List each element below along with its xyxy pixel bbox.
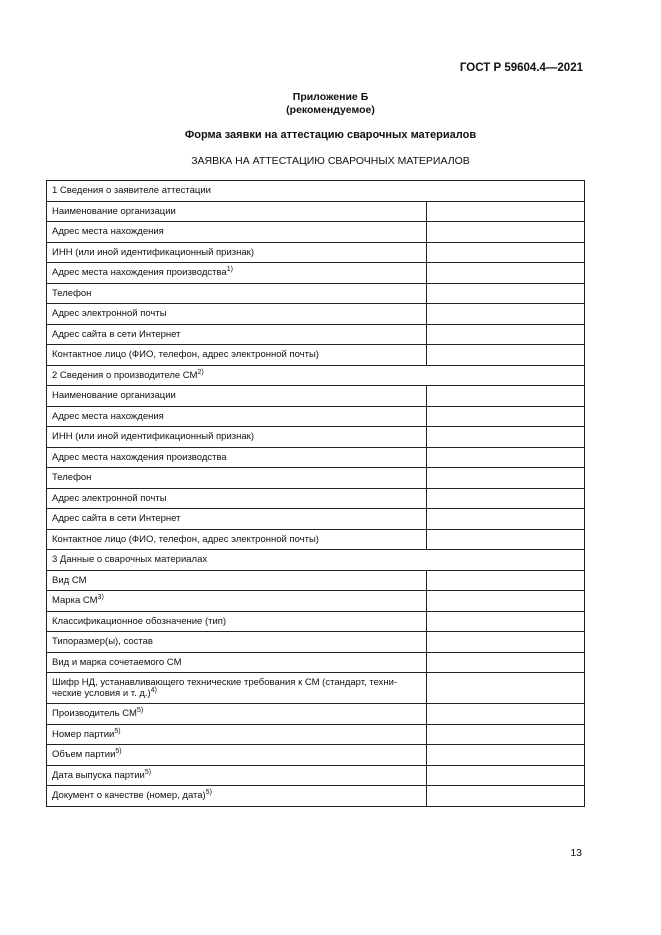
field-label: Адрес электронной почты xyxy=(52,308,167,320)
field-value-cell[interactable] xyxy=(427,724,585,745)
form-row xyxy=(47,704,585,725)
field-label: Адрес сайта в сети Интернет xyxy=(52,513,181,525)
footnote-ref: 5) xyxy=(114,727,121,735)
field-label: Телефон xyxy=(52,287,92,299)
field-value-cell[interactable] xyxy=(427,345,585,366)
section-heading: 3 Данные о сварочных материалах xyxy=(52,554,208,566)
field-label-cell xyxy=(47,765,427,786)
field-value-cell[interactable] xyxy=(427,673,585,704)
form-row xyxy=(47,283,585,304)
field-label: Наименование организации xyxy=(52,205,176,217)
field-value-cell[interactable] xyxy=(427,704,585,725)
field-label-cell xyxy=(47,263,427,284)
field-label: Дата выпуска партии xyxy=(52,769,145,781)
form-row xyxy=(47,745,585,766)
form-row xyxy=(47,201,585,222)
form-row xyxy=(47,304,585,325)
field-label: Контактное лицо (ФИО, телефон, адрес электронной почты) xyxy=(52,533,319,545)
footnote-ref: 4) xyxy=(150,687,157,694)
footnote-ref: 2) xyxy=(197,368,204,376)
field-label-cell xyxy=(47,529,427,550)
field-label-cell xyxy=(47,324,427,345)
form-row xyxy=(47,765,585,786)
field-label: Адрес сайта в сети Интернет xyxy=(52,328,181,340)
field-label: Документ о качестве (номер, дата) xyxy=(52,790,206,802)
field-label-cell xyxy=(47,222,427,243)
field-label-cell xyxy=(47,406,427,427)
field-label: Адрес места нахождения xyxy=(52,410,164,422)
field-label-cell xyxy=(47,786,427,807)
field-value-cell[interactable] xyxy=(427,283,585,304)
field-label: Наименование организации xyxy=(52,390,176,402)
field-value-cell[interactable] xyxy=(427,786,585,807)
application-form-table xyxy=(46,180,585,807)
field-value-cell[interactable] xyxy=(427,263,585,284)
field-label: Телефон xyxy=(52,472,92,484)
page-number: 13 xyxy=(570,847,582,859)
form-row xyxy=(47,591,585,612)
field-value-cell[interactable] xyxy=(427,447,585,468)
field-value-cell[interactable] xyxy=(427,765,585,786)
field-value-cell[interactable] xyxy=(427,468,585,489)
form-row xyxy=(47,427,585,448)
field-label-cell xyxy=(47,447,427,468)
form-row xyxy=(47,652,585,673)
field-label-cell xyxy=(47,632,427,653)
form-row xyxy=(47,488,585,509)
field-label-cell xyxy=(47,488,427,509)
field-value-cell[interactable] xyxy=(427,611,585,632)
field-value-cell[interactable] xyxy=(427,222,585,243)
section-heading-row xyxy=(47,365,585,386)
field-value-cell[interactable] xyxy=(427,570,585,591)
form-row xyxy=(47,786,585,807)
field-label: Марка СМ xyxy=(52,595,98,607)
field-value-cell[interactable] xyxy=(427,201,585,222)
field-label-cell xyxy=(47,745,427,766)
field-label: Адрес электронной почты xyxy=(52,492,167,504)
field-label: Контактное лицо (ФИО, телефон, адрес электронной почты) xyxy=(52,349,319,361)
field-label: Классификационное обозначение (тип) xyxy=(52,615,227,627)
footnote-ref: 5) xyxy=(115,748,122,756)
field-value-cell[interactable] xyxy=(427,509,585,530)
footnote-ref: 1) xyxy=(226,266,233,274)
section-heading-cell xyxy=(47,181,585,202)
field-value-cell[interactable] xyxy=(427,591,585,612)
appendix-title: Приложение Б xyxy=(292,91,369,103)
field-label-cell xyxy=(47,591,427,612)
field-label-cell xyxy=(47,242,427,263)
field-label: Вид и марка сочетаемого СМ xyxy=(52,656,182,668)
section-heading-row xyxy=(47,181,585,202)
field-label: ИНН (или иной идентификационный признак) xyxy=(52,431,254,443)
field-value-cell[interactable] xyxy=(427,242,585,263)
field-label: Адрес места нахождения xyxy=(52,226,164,238)
field-value-cell[interactable] xyxy=(427,386,585,407)
footnote-ref: 3) xyxy=(97,594,104,602)
field-value-cell[interactable] xyxy=(427,304,585,325)
field-label: Производитель СМ xyxy=(52,708,137,720)
form-row xyxy=(47,222,585,243)
field-label-cell xyxy=(47,427,427,448)
field-value-cell[interactable] xyxy=(427,488,585,509)
form-row xyxy=(47,242,585,263)
field-value-cell[interactable] xyxy=(427,652,585,673)
field-label-cell xyxy=(47,673,427,704)
section-heading: 1 Сведения о заявителе аттестации xyxy=(52,185,211,197)
field-label: Номер партии xyxy=(52,728,115,740)
field-label-cell xyxy=(47,201,427,222)
field-value-cell[interactable] xyxy=(427,406,585,427)
field-value-cell[interactable] xyxy=(427,529,585,550)
section-heading-cell xyxy=(47,550,585,571)
section-heading-row xyxy=(47,550,585,571)
field-label-cell xyxy=(47,386,427,407)
footnote-ref: 5) xyxy=(205,789,212,797)
form-row xyxy=(47,406,585,427)
form-row xyxy=(47,447,585,468)
form-row xyxy=(47,570,585,591)
appendix-heading xyxy=(0,91,661,117)
appendix-status: (рекомендуемое) xyxy=(286,104,375,116)
form-row xyxy=(47,263,585,284)
field-label: Вид СМ xyxy=(52,574,87,586)
form-row xyxy=(47,724,585,745)
form-row xyxy=(47,611,585,632)
field-label-cell xyxy=(47,724,427,745)
field-label-cell xyxy=(47,570,427,591)
field-label-cell xyxy=(47,468,427,489)
field-label: Объем партии xyxy=(52,749,116,761)
field-label-cell xyxy=(47,509,427,530)
section-heading: 2 Сведения о производителе СМ xyxy=(52,369,198,381)
field-value-cell[interactable] xyxy=(427,324,585,345)
field-label: Шифр НД, устанавливающего технические требования к СМ (стандарт, техни- ческие условия и т. д.) xyxy=(52,677,398,699)
form-row xyxy=(47,509,585,530)
field-label: ИНН (или иной идентификационный признак) xyxy=(52,246,254,258)
form-row xyxy=(47,324,585,345)
section-heading-cell xyxy=(47,365,585,386)
form-row xyxy=(47,386,585,407)
form-row xyxy=(47,468,585,489)
field-label: Типоразмер(ы), состав xyxy=(52,636,153,648)
footnote-ref: 5) xyxy=(136,707,144,715)
form-row xyxy=(47,529,585,550)
form-title: Форма заявки на аттестацию сварочных материалов xyxy=(184,129,477,141)
field-label: Адрес места нахождения производства xyxy=(52,267,227,279)
form-row xyxy=(47,345,585,366)
field-label-cell xyxy=(47,652,427,673)
field-label-cell xyxy=(47,283,427,304)
field-label-cell xyxy=(47,704,427,725)
application-title: ЗАЯВКА НА АТТЕСТАЦИЮ СВАРОЧНЫХ МАТЕРИАЛОВ xyxy=(191,155,470,167)
document-header-code: ГОСТ Р 59604.4—2021 xyxy=(459,62,583,74)
field-label-cell xyxy=(47,611,427,632)
field-value-cell[interactable] xyxy=(427,427,585,448)
field-value-cell[interactable] xyxy=(427,745,585,766)
form-row xyxy=(47,632,585,653)
field-label-cell xyxy=(47,345,427,366)
field-label: Адрес места нахождения производства xyxy=(52,451,227,463)
footnote-ref: 5) xyxy=(144,768,152,776)
form-row xyxy=(47,673,585,704)
form-table-body xyxy=(47,181,585,807)
field-value-cell[interactable] xyxy=(427,632,585,653)
field-label-cell xyxy=(47,304,427,325)
